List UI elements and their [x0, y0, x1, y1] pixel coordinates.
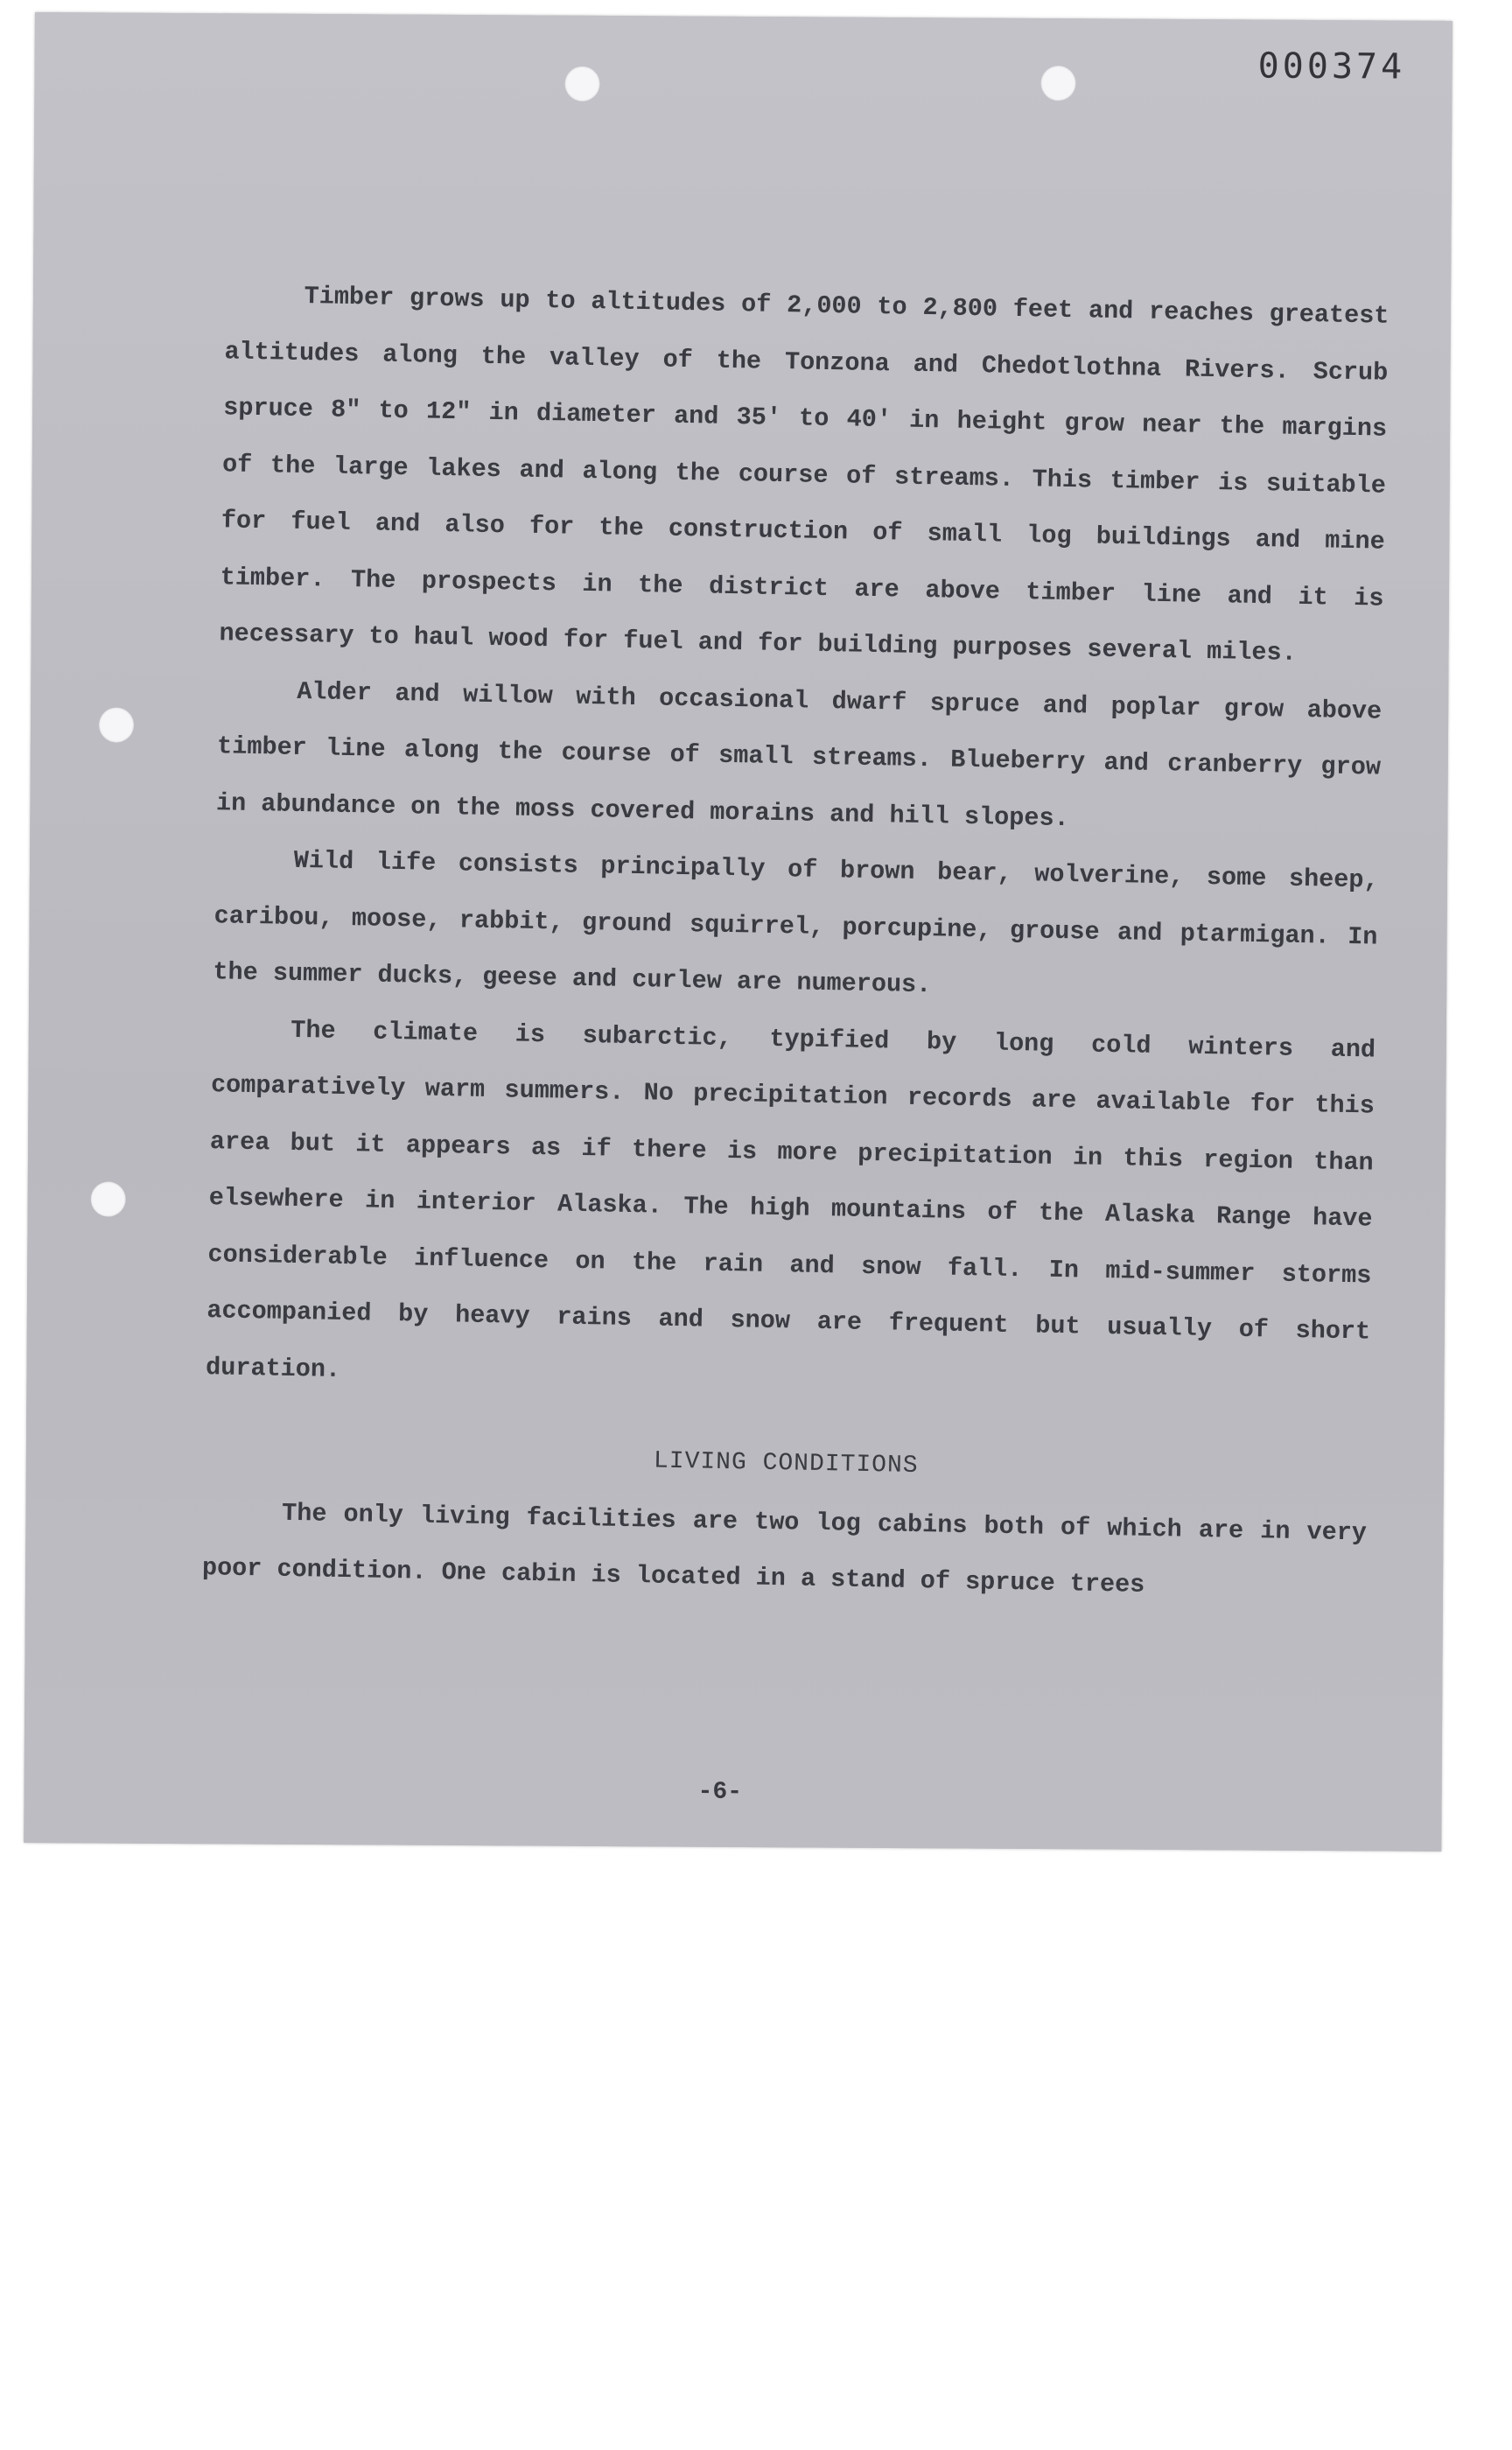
punch-hole: [1040, 66, 1075, 101]
document-body: [201, 267, 1390, 1618]
paragraph-climate: The climate is subarctic, typified by long cold winters and comparatively warm summers. No precipitation records are available for this area but it appears as if there is more precipitation in this region than elsewhere in interior Alaska. The high mountains of the Alaska Range have considerable influence on the rain and snow fall. In mid-summer storms accompanied by heavy rains and snow are frequent but usually of short duration.: [205, 1015, 1376, 1384]
page-number: -6-: [697, 1778, 743, 1806]
document-number: 000374: [1257, 46, 1406, 88]
paragraph-wildlife: Wild life consists principally of brown bear, wolverine, some sheep, caribou, moose, rabbit, ground squirrel, porcupine, grouse and ptarmigan. In the summer ducks, geese and curlew are numerous.: [213, 845, 1379, 1000]
paragraph-timber: Timber grows up to altitudes of 2,000 to 2,800 feet and reaches greatest altitudes along the valley of the Tonzona and Chedotlothna Rivers. Scrub spruce 8" to 12" in diameter and 35' to 40' in height grow near the margins of the large lakes and along the course of streams. This timber is suitable for fuel and also for the construction of small log buildings and mine timber. The prospects in the district are above timber line and it is necessary to haul wood for fuel and for building purposes several miles.: [219, 281, 1390, 668]
section-heading: LIVING CONDITIONS: [653, 1447, 919, 1480]
document-page: [24, 12, 1452, 1852]
punch-hole: [99, 707, 134, 742]
paragraph-living-conditions: The only living facilities are two log cabins both of which are in very poor condition. One cabin is located in a stand of spruce trees: [201, 1498, 1368, 1600]
punch-hole: [91, 1181, 126, 1216]
punch-hole: [564, 66, 599, 102]
paragraph-alder: Alder and willow with occasional dwarf spruce and poplar grow above timber line along the course of small streams. Blueberry and cranberry grow in abundance on the moss covered morains and hill slopes.: [215, 676, 1382, 833]
